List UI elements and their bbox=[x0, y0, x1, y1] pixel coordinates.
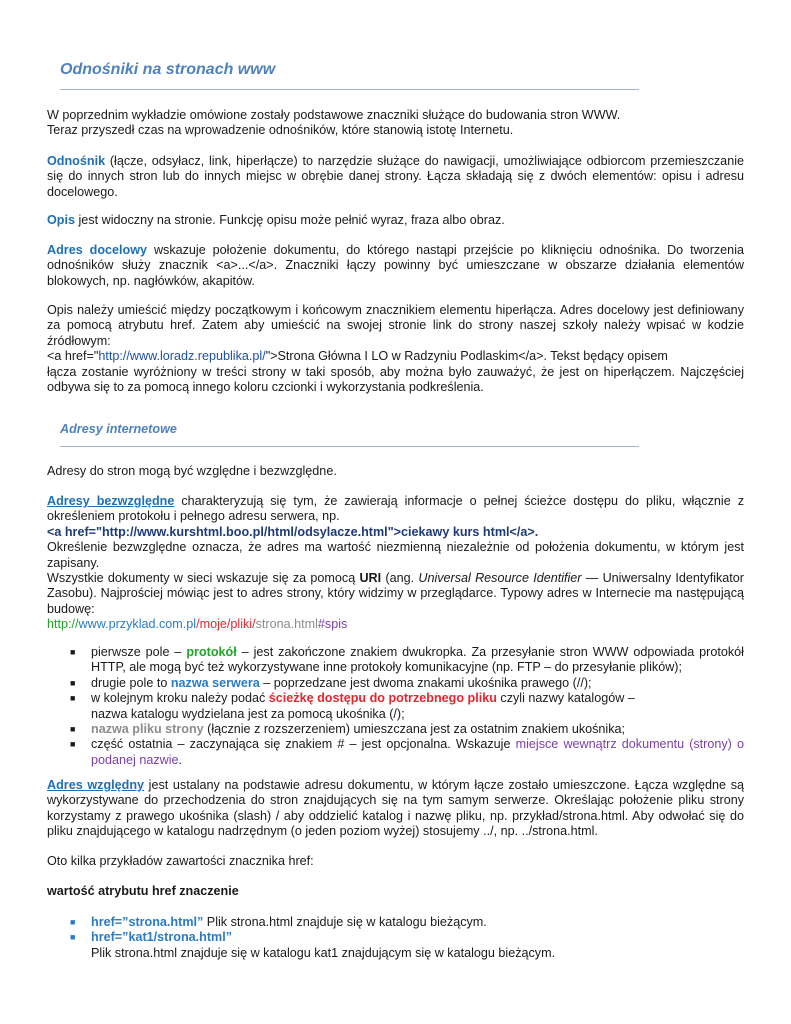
uri-text-a: Wszystkie dokumenty w sieci wskazuje się za pomocą bbox=[47, 571, 360, 586]
code-example-2-url[interactable]: http://www.kurshtml.boo.pl/html/odsylacze.html bbox=[101, 524, 388, 539]
uri-text-c: — Uniwersalny Identyfikator Zasobu). Najprościej mówiąc jest to adres strony, który widzimy w przeglądarce. Typowy adres w Internecie ma następującą budowę: bbox=[47, 571, 745, 616]
b5-a: część ostatnia – zaczynająca się znakiem # – jest opcjonalna. Wskazuje bbox=[91, 737, 516, 752]
przyklady-text: Oto kilka przykładów zawartości znacznika href: bbox=[47, 854, 314, 868]
list-item bbox=[47, 691, 744, 722]
table-header: wartość atrybutu href znaczenie bbox=[47, 884, 239, 898]
list-item bbox=[47, 737, 744, 768]
uri-text-b: (ang. bbox=[381, 571, 419, 586]
b4-b: (łącznie z rozszerzeniem) umieszczana jest za ostatnim znakiem ukośnika; bbox=[203, 722, 626, 737]
opis-text: jest widoczny na stronie. Funkcję opisu może pełnić wyraz, fraza albo obraz. bbox=[75, 213, 505, 227]
b1-term: protokół bbox=[186, 645, 237, 659]
uri-term: URI bbox=[359, 571, 382, 586]
b2-term: nazwa serwera bbox=[170, 675, 260, 690]
b1-a: pierwsze pole – bbox=[91, 645, 187, 659]
href-example-2-text: Plik strona.html znajduje się w katalogu kat1 znajdującym się w katalogu bieżącym. bbox=[91, 945, 556, 960]
code-example-1-url[interactable]: http://www.loradz.republika.pl/ bbox=[98, 349, 266, 364]
list-item bbox=[47, 915, 744, 930]
bezwzgledne-paragraph bbox=[47, 494, 744, 633]
code-example-2-pre: <a href=" bbox=[47, 524, 102, 539]
bullet-icon: ■ bbox=[70, 677, 76, 688]
list-item bbox=[47, 676, 744, 691]
url-host: www.przyklad.com.pl bbox=[78, 617, 197, 632]
bezwzgledne-text: charakteryzują się tym, że zawierają informacje o pełnej ścieżce dostępu do pliku, włącznie z określeniem protokołu i pełnego adresu serwera, np. bbox=[47, 494, 744, 524]
adres-docelowy-term: Adres docelowy bbox=[47, 243, 148, 257]
b3-a: w kolejnym kroku należy podać bbox=[91, 691, 269, 706]
list-item bbox=[47, 930, 744, 961]
table-header-paragraph bbox=[47, 884, 744, 899]
bullet-icon: ■ bbox=[70, 724, 76, 735]
bullet-icon: ■ bbox=[70, 693, 76, 704]
url-anchor: #spis bbox=[317, 617, 348, 632]
adresy-intro-text: Adresy do stron mogą być względne i bezwzględne. bbox=[47, 464, 337, 478]
href-example-1-text: Plik strona.html znajduje się w katalogu bieżącym. bbox=[203, 915, 487, 929]
code-example-1-post: ">Strona Główna I LO w Radzyniu Podlaskim</a>. Tekst będący opisem bbox=[265, 349, 668, 364]
uri-full-name: Universal Resource Identifier bbox=[418, 571, 582, 586]
url-protocol: http:// bbox=[47, 617, 79, 632]
b5-b: . bbox=[178, 752, 183, 767]
href-example-1-code: href=”strona.html” bbox=[91, 915, 204, 929]
bezwzgledne-term[interactable]: Adresy bezwzględne bbox=[47, 494, 175, 508]
odnosnik-paragraph bbox=[47, 154, 744, 200]
b3-b: czyli nazwy katalogów – bbox=[496, 691, 635, 706]
intro-line-2: Teraz przyszedł czas na wprowadzenie odnośników, które stanowią istotę Internetu. bbox=[47, 123, 514, 138]
b4-term: nazwa pliku strony bbox=[91, 722, 204, 737]
bullet-icon: ■ bbox=[70, 932, 76, 943]
adres-docelowy-text: wskazuje położenie dokumentu, do którego nastąpi przejście po kliknięciu odnośnika. Do tworzenia odnośników służy znacznik <a>...</a>. Znaczniki łączy powinny być umieszczane w obszarze działania elementów blokowych, np. nagłówków, akapitów. bbox=[47, 243, 744, 288]
subtitle-divider bbox=[60, 446, 639, 447]
list-item bbox=[47, 645, 744, 676]
odnosnik-text: (łącze, odsyłacz, link, hiperłącze) to narzędzie służące do nawigacji, umożliwiające odbiorcom przemieszczanie się do innych stron lub do innych miejsc w obrębie danej strony. Łącza składają się z dwóch elementów: opisu i adresu docelowego. bbox=[47, 154, 744, 199]
wzgledny-text: jest ustalany na podstawie adresu dokumentu, w którym łącze zostało umieszczone. Łącza względne są wykorzystywane do przechodzenia do stron znajdujących się na tym samym serwerze. Określając położenie pliku strony korzystamy z prawego ukośnika (slash) / aby oddzielić katalog i nazwę pliku, np. przykład/strona.html. Aby odwołać się do pliku znajdującego w katalogu nadrzędnym (o jeden poziom wyżej) stosujemy ../, np. ../strona.html. bbox=[47, 778, 744, 839]
href-example-2-code: href=”kat1/strona.html” bbox=[91, 930, 233, 945]
title-divider bbox=[60, 89, 639, 90]
url-parts-list bbox=[47, 645, 744, 768]
href-examples-list bbox=[47, 915, 744, 961]
url-structure-example bbox=[47, 617, 744, 632]
adresy-intro bbox=[47, 464, 744, 479]
b2-a: drugie pole to bbox=[91, 675, 171, 690]
section-subtitle: Adresy internetowe bbox=[60, 422, 177, 436]
b1-b: – jest zakończone znakiem dwukropka. Za przesyłanie stron WWW odpowiada protokół HTTP, ale mogą być też wykorzystywane inne protokoły komunikacyjne (np. FTP – do przesyłanie plików); bbox=[91, 645, 744, 675]
url-file: strona.html bbox=[255, 617, 318, 632]
b2-b: – poprzedzane jest dwoma znakami ukośnika prawego (//); bbox=[259, 675, 592, 690]
b3-c: nazwa katalogu wydzielana jest za pomocą ukośnika (/); bbox=[91, 706, 405, 721]
bullet-icon: ■ bbox=[70, 917, 76, 927]
opis-term: Opis bbox=[47, 213, 75, 227]
bullet-icon: ■ bbox=[70, 647, 76, 657]
wzgledny-paragraph bbox=[47, 778, 744, 840]
page-title: Odnośniki na stronach www bbox=[60, 61, 276, 78]
wzgledny-term[interactable]: Adres względny bbox=[47, 778, 145, 792]
przyklady-paragraph bbox=[47, 854, 744, 869]
opis-umiesc-text: Opis należy umieścić między początkowym i końcowym znacznikiem elementu hiperłącza. Adres docelowy jest definiowany za pomocą atrybutu href. Zatem aby umieścić na swojej stronie link do strony naszej szkoły należy wpisać w kodzie źródłowym: bbox=[47, 303, 744, 348]
opis-umiesc-tail: łącza zostanie wyróżniony w treści strony w taki sposób, aby można było zauważyć, że jest on hiperłączem. Najczęściej odbywa się to za pomocą innego koloru czcionki i wykorzystania podkreślenia. bbox=[47, 364, 744, 395]
odnosnik-term: Odnośnik bbox=[47, 154, 106, 168]
url-path: /moje/pliki/ bbox=[196, 617, 256, 632]
code-example-1-pre: <a href=" bbox=[47, 349, 99, 364]
intro-line-1: W poprzednim wykładzie omówione zostały podstawowe znaczniki służące do budowania stron WWW. bbox=[47, 108, 621, 122]
b3-term: ścieżkę dostępu do potrzebnego pliku bbox=[268, 691, 497, 706]
bezwzgledne-p2: Określenie bezwzględne oznacza, że adres ma wartość niezmienną niezależnie od położenia dokumentu, w którym jest zapisany. bbox=[47, 540, 744, 570]
opis-umiesc-paragraph bbox=[47, 303, 744, 395]
bullet-icon: ■ bbox=[70, 739, 76, 750]
list-item bbox=[47, 722, 744, 737]
b5-term: miejsce wewnątrz dokumentu (strony) o podanej nazwie bbox=[91, 737, 745, 767]
intro-paragraph bbox=[47, 108, 744, 139]
adres-docelowy-paragraph bbox=[47, 243, 744, 289]
code-example-2-post: ">ciekawy kurs html</a>. bbox=[387, 524, 539, 539]
opis-paragraph bbox=[47, 213, 744, 228]
